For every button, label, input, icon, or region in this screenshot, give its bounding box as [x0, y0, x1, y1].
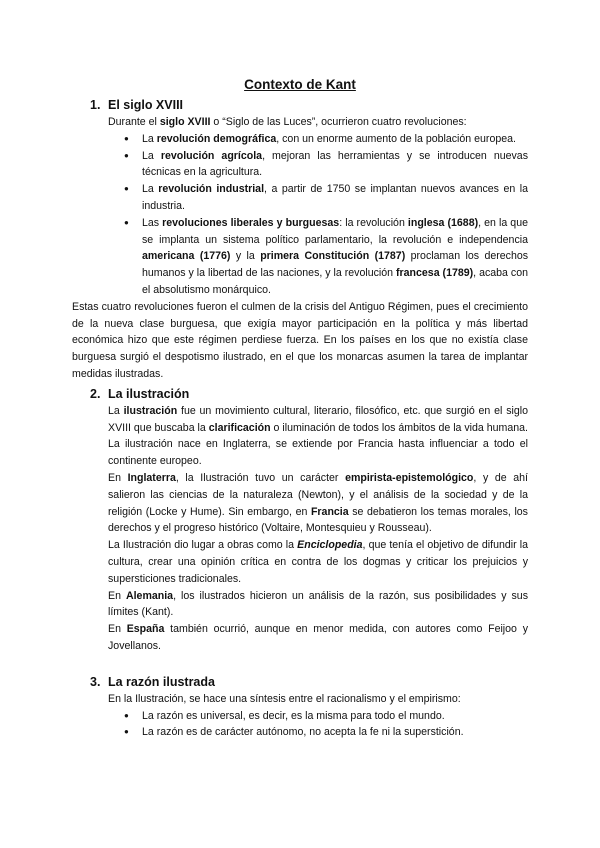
section-intro: En la Ilustración, se hace una síntesis entre el racionalismo y el empirismo:	[108, 692, 461, 705]
section-title: El siglo XVIII	[108, 98, 184, 112]
section-heading-siglo-xviii	[72, 96, 528, 114]
section-title: La ilustración	[108, 386, 190, 401]
list-item: ● La revolución industrial, a partir de 1750 se implantan nuevos avances en la industria.	[142, 181, 528, 215]
list-item: ● La revolución demográfica, con un enorme aumento de la población europea.	[142, 131, 528, 148]
revolutions-list	[72, 131, 528, 299]
section-intro: Durante el siglo XVIII o “Siglo de las Luces”, ocurrieron cuatro revoluciones:	[108, 116, 467, 128]
list-item: ● Las revoluciones liberales y burguesas: la revolución inglesa (1688), en la que se implanta un sistema político parlamentario, la revolución e independencia americana (1776) y la primera Constitución (1787) proclaman los derechos humanos y la libertad de las naciones, y la revolución francesa (1789), acaba con el absolutismo monárquico.	[142, 215, 528, 299]
document-title: Contexto de Kant	[244, 77, 356, 92]
list-item: ● La razón es de carácter autónomo, no acepta la fe ni la superstición.	[142, 724, 528, 741]
section-heading-razon-ilustrada	[72, 673, 528, 691]
body-paragraph: En Alemania, los ilustrados hicieron un análisis de la razón, sus posibilidades y sus límites (Kant).	[108, 589, 528, 619]
section-title: La razón ilustrada	[108, 674, 215, 689]
body-paragraph: En España también ocurrió, aunque en menor medida, con autores como Feijoo y Jovellanos.	[108, 623, 528, 652]
section-heading-ilustracion	[72, 385, 528, 403]
body-paragraph: Estas cuatro revoluciones fueron el culmen de la crisis del Antiguo Régimen, pues el crecimiento de la nueva clase burguesa, que exigía mayor participación en la política y más libertad económica hizo que este régimen perdiese fuerza. En los países en los que no existía clase burguesa surgió el despotismo ilustrado, en el que los monarcas asumen la tarea de implantar medidas ilustradas.	[72, 300, 528, 380]
section-number: 1.	[90, 98, 101, 112]
body-paragraph: En Inglaterra, la Ilustración tuvo un carácter empirista-epistemológico, y de ahí salieron las ciencias de la naturaleza (Newton), y el análisis de la sociedad y de la religión (Locke y Hume). Sin embargo, en Francia se debatieron los temas morales, los derechos y el progreso histórico (Voltaire, Montesquieu y Rousseau).	[108, 471, 528, 535]
list-item: ● La razón es universal, es decir, es la misma para todo el mundo.	[142, 708, 528, 725]
section-number: 3.	[90, 674, 101, 689]
section-number: 2.	[90, 386, 101, 401]
list-item: ● La revolución agrícola, mejoran las herramientas y se introducen nuevas técnicas en la agricultura.	[142, 148, 528, 182]
body-paragraph: La Ilustración dio lugar a obras como la Enciclopedia, que tenía el objetivo de difundir la cultura, crear una opinión crítica en contra de los dogmas y criticar los prejuicios y supersticiones tradicionales.	[108, 539, 528, 585]
body-paragraph: La ilustración fue un movimiento cultural, literario, filosófico, etc. que surgió en el siglo XVIII que buscaba la clarificación o iluminación de todos los ámbitos de la vida humana. La ilustración nace en Inglaterra, se extiende por Francia hasta influenciar a todo el continente europeo.	[108, 404, 528, 468]
reason-list	[72, 708, 528, 742]
